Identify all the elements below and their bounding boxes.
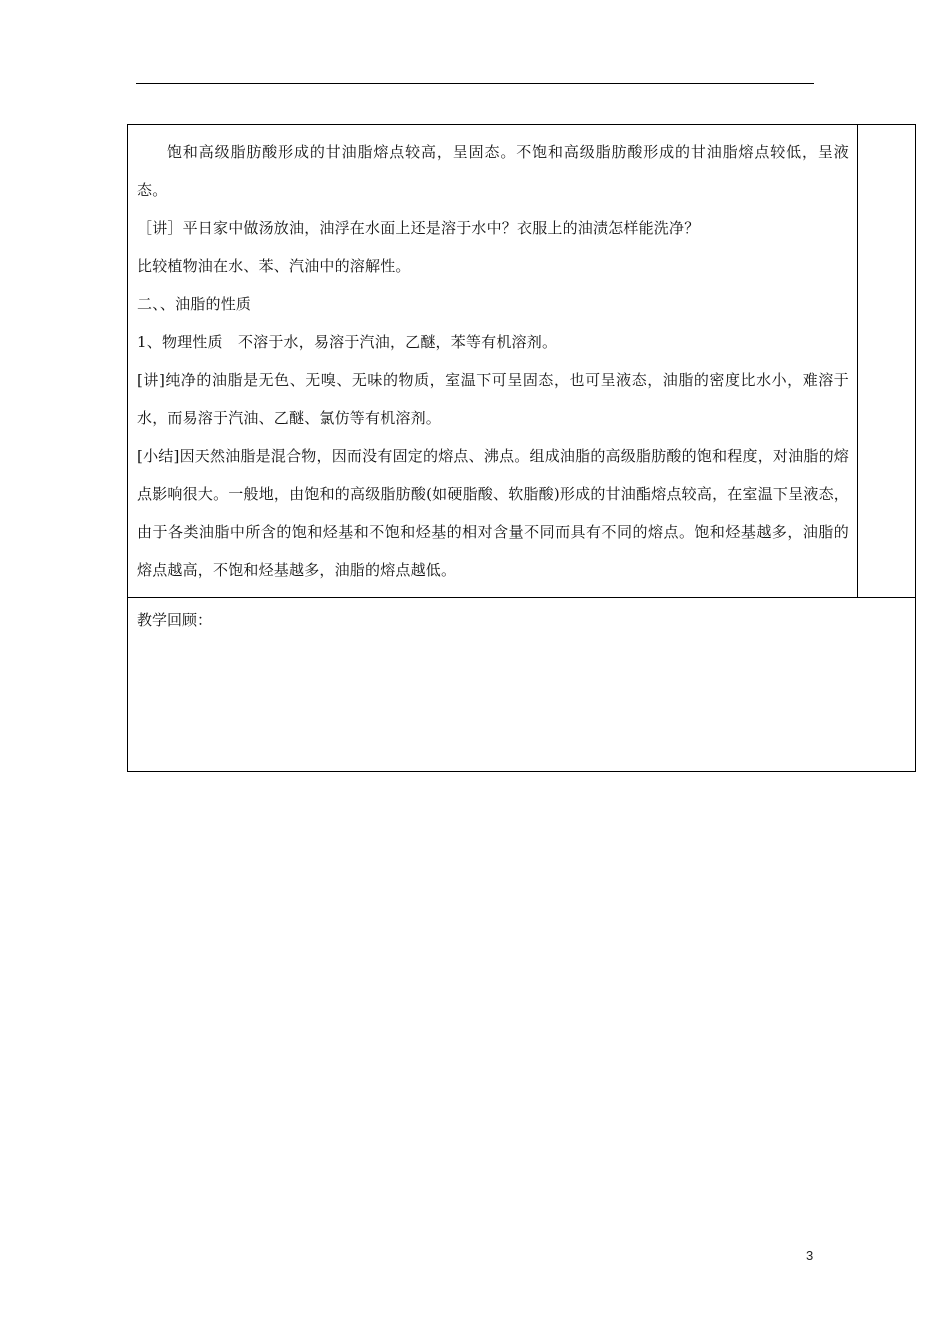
side-cell: [858, 125, 916, 598]
paragraph-lecture-pure-oil: [讲]纯净的油脂是无色、无嗅、无味的物质，室温下可呈固态，也可呈液态，油脂的密度比水小，难溶于水，而易溶于汽油、乙醚、氯仿等有机溶剂。: [137, 371, 849, 427]
lesson-table: [127, 124, 916, 772]
review-cell: [128, 598, 916, 772]
content-cell: [128, 125, 858, 598]
paragraph-solubility-compare: 比较植物油在水、苯、汽油中的溶解性。: [137, 257, 411, 275]
header-rule: [136, 83, 814, 84]
paragraph-lecture-question: ［讲］平日家中做汤放油，油浮在水面上还是溶于水中？衣服上的油渍怎样能洗净？: [137, 219, 700, 237]
paragraph-physical-properties: 1、物理性质 不溶于水，易溶于汽油，乙醚，苯等有机溶剂。: [137, 333, 558, 351]
content-row: [128, 125, 916, 598]
page-number: 3: [806, 1248, 814, 1263]
paragraph-melting-point: 饱和高级脂肪酸形成的甘油脂熔点较高，呈固态。不饱和高级脂肪酸形成的甘油脂熔点较低，呈液态。: [137, 143, 849, 199]
review-label: 教学回顾：: [137, 611, 213, 629]
section-heading-properties: 二、、油脂的性质: [137, 295, 252, 313]
review-row: [128, 598, 916, 772]
paragraph-summary: [小结]因天然油脂是混合物，因而没有固定的熔点、沸点。组成油脂的高级脂肪酸的饱和程度，对油脂的熔点影响很大。一般地，由饱和的高级脂肪酸(如硬脂酸、软脂酸)形成的甘油酯熔点较高，在室温下呈液态，由于各类油脂中所含的饱和烃基和不饱和烃基的相对含量不同而具有不同的熔点。饱和烃基越多，油脂的熔点越高，不饱和烃基越多，油脂的熔点越低。: [137, 447, 849, 579]
